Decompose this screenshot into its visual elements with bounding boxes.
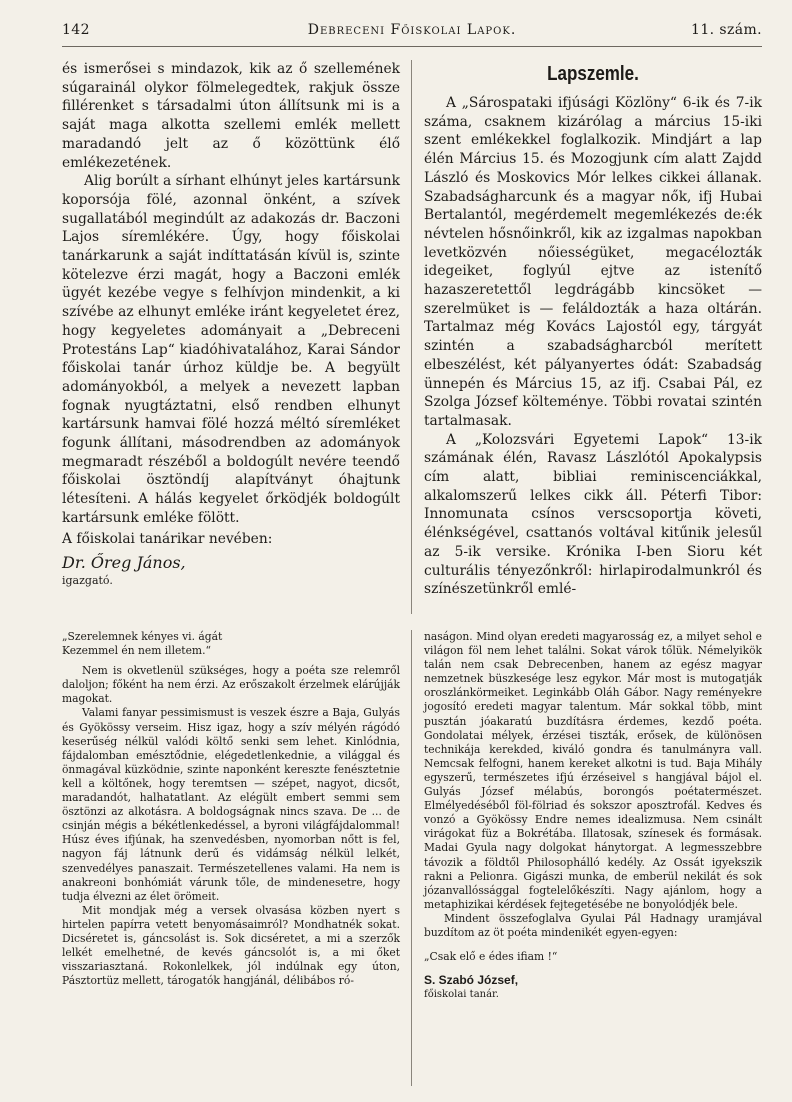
lower-left-column: [62, 630, 400, 988]
lower-signature-title: főiskolai tanár.: [424, 989, 499, 1001]
left-paragraph-1: és ismerősei s mindazok, kik az ő szellemének súgarainál olykor fölmelegedtek, rakjuk össze fillérenket s társadalmi úton állítsunk mi is a saját maga alkotta szellemi emlék mellett maradandó jelt az ő közöttünk élő emlékezetének.: [62, 61, 400, 171]
motto-line-2: Kezemmel én nem illetem.“: [62, 644, 211, 658]
lower-signature-name: S. Szabó József,: [424, 973, 519, 988]
closing-quote: „Csak elő e édes ifiam !“: [424, 950, 558, 964]
lower-column-divider: [411, 630, 412, 1086]
lower-right-column: [424, 630, 762, 1001]
lower-left-paragraph-1: Nem is okvetlenül szükséges, hogy a poéta sze relemről daloljon; főként ha nem érzi. Az erőszakolt érzelmek elárújják magokat.: [62, 664, 400, 706]
section-title: Lapszemle.: [547, 63, 639, 85]
right-paragraph-2: A „Kolozsvári Egyetemi Lapok“ 13-ik számának élén, Ravasz Lászlótól Apokalypsis cím alatt, bibliai reminiscenciákkal, alkalomszerű lelkes cikk áll. Péterfi Tibor: Innomunata csínos verscsoportja követi, élénkségével, csattanós voltával kitűnik jelesűl az 5-ik versike. Krónika I-ben Sioru két culturális tényezőnkről: hirlapirodalmunkról és színészetünkről emlé-: [424, 431, 762, 598]
page-header: [62, 22, 762, 47]
left-paragraph-2: Alig borúlt a sírhant elhúnyt jeles kartársunk koporsója fölé, azonnal önként, a szívek sugallatából megindúlt az adakozás dr. Baczoni Lajos síremlékére. Úgy, hogy főiskolai tanárkarunk a saját indíttatásán kívül is, szinte kötelezve érzi magát, hogy a Baczoni emlék ügyét kezébe vegye s felhívjon mindenkit, a ki szívébe az elhunyt emléke iránt kegyeletet érez, hogy kegyeletes adományait a „Debreceni Protestáns Lap“ kiadóhivatalához, Karai Sándor főiskolai tanár úrhoz küldje be. A begyült adományokból, a melyek a nevezett lapban fognak nyugtáztatni, első rendben elhunyt kartársunk hamvai fölé hozzá méltó síremléket fogunk állítani, másodrendben az adományok megmaradt részéből a boldogúlt nevére teendő főiskolai ösztöndíj alapítványt óhajtunk létesíteni. A hálás kegyelet őrködjék boldogúlt kartársunk emléke fölött.: [62, 173, 400, 526]
lower-left-paragraph-2: Valami fanyar pessimismust is veszek észre a Baja, Gulyás és Gyökössy verseim. Hisz igaz, hogy a szív mélyén rágódó keserűség nélkül valódi költő senki sem lehet. Kinlódnia, fájdalomban emésztődnie, elégedetlenkednie, a világgal és önmagával küzködnie, szinte naponként kereszte fenésztetnie kell a költőnek, hogy teremtsen — szépet, nagyot, dicsőt, maradandót, halhatatlant. Az elégült embert semmi sem ösztönzi az alkotásra. A boldogságnak nincs szava. De ... de csinján mégis a békétlenkedéssel, a byroni világfájdalommal! Húsz éves ifjúnak, ha szenvedésben, nyomorban nőtt is fel, nagyon fáj látnunk derű és vidámság nélkül lelkét, szenvedélyes panaszait. Természetellenes valami. Ha nem is anakreoni bonhómiát várunk tőle, de mindenesetre, hogy tudja élvezni az élet örömeit.: [62, 706, 400, 903]
signature-title: igazgató.: [62, 574, 113, 588]
signature-name: Dr. Őreg János,: [62, 553, 186, 573]
lower-right-paragraph-1: naságon. Mind olyan eredeti magyarosság ez, a milyet sehol e világon föl nem lehet találni. Sokat várok tőlük. Némelyikök talán nem csak Debrecenben, hanem az egész magyar nemzetnek büszkesége lesz egykor. Már most is mutogatják oroszlánkörmeiket. Leginkább Oláh Gábor. Nagy reményekre jogosító eredeti magyar talentum. Már sokkal több, mint pusztán jóakaratú buzdításra érdemes, kezdő poéta. Gondolatai mélyek, érzései tiszták, erősek, de különösen technikája kerekded, kiváló gondra és tanulmányra vall. Nemcsak felfogni, hanem kereket alkotni is tud. Baja Mihály egyszerű, természetes ifjú érzéseivel s hangjával bájol el. Gulyás József mélabús, borongós poétatermészet. Elmélyedéséből föl-fölriad és sokszor aposztrofál. Kedves és vonzó a Gyökössy Endre nemes idealizmusa. Nem csinált virágokat füz a Bokrétába. Illatosak, színesek és formásak. Madai Gyula nagy dolgokat hánytorgat. A legmesszebbre távozik a földtől Philosophálló kedély. Az Ossát igyekszik rakni a Pelionra. Gigászi munka, de emberül nekilát és sok józanvallóssággal fogtelelőkészíti. Nagy ajánlom, hogy a metaphizikai kérdések fejtegetésébe ne bonyolódjék bele.: [424, 630, 762, 911]
lower-left-paragraph-3: Mit mondjak még a versek olvasása közben nyert s hirtelen papírra vetett benyomásaimról? Mondhatnék sokat. Dicséretet is, gáncsolást is. Sok dicséretet, a mi a szerzők lelkét emelhetné, de kevés gáncsolót is, a mi őket visszariasztaná. Rokonlelkek, jól indúlnak egy úton, Pásztortüz mellett, tárogatók hangjánál, délibábos ró-: [62, 903, 400, 988]
signature-line: A főiskolai tanárikar nevében:: [62, 530, 273, 547]
lower-right-paragraph-2: Mindent összefoglalva Gyulai Pál Hadnagy uramjával buzdítom az öt poéta mindenikét egyen-egyen:: [424, 911, 762, 939]
motto-line-1: „Szerelemnek kényes vi. ágát: [62, 630, 223, 643]
column-divider: [411, 60, 412, 614]
left-column: [62, 60, 400, 588]
right-paragraph-1: A „Sárospataki ifjúsági Közlöny“ 6-ik és 7-ik száma, csaknem kizárólag a március 15-iki szent emlékekkel foglalkozik. Mindjárt a lap élén Március 15. és Mozogjunk cím alatt Zajdd László és Moskovics Mór lelkes cikkei állanak. Szabadságharcunk és a magyar nők, ifj Hubai Bertalantól, megérdemelt megemlékezés de:ék névtelen hősnőinkről, kik az izgalmas napokban levetközvén nőiességüket, megacélozták idegeiket, foglyúl ejtve az istenítő hazaszeretettől legdrágább kincsöket — szerelmüket is — feláldozták a haza oltárán. Tartalmaz még Kovács Lajostól egy, tárgyát szintén a szabadságharcból merített elbeszélést, két pályanyertes ódát: Szabadság ünnepén és Március 15, az ifj. Csabai Pál, ez Szolga József költeménye. Többi rovatai szintén tartalmasak.: [424, 95, 762, 429]
journal-title: Debreceni Főiskolai Lapok.: [307, 22, 517, 38]
page-number: 142: [62, 22, 90, 38]
issue-number: 11. szám.: [691, 22, 762, 38]
right-column: [424, 60, 762, 599]
